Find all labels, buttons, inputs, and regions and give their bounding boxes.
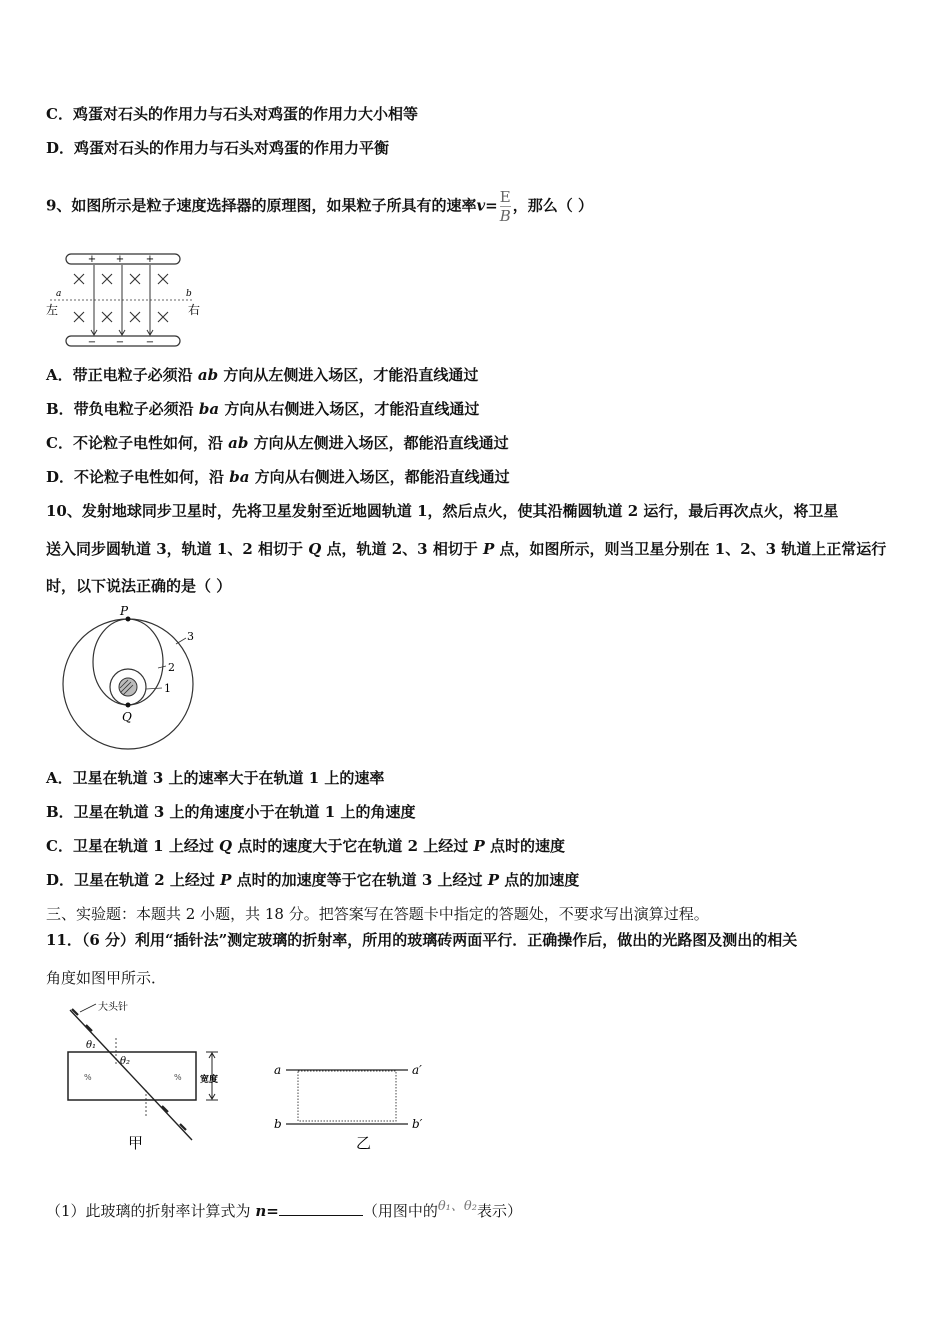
- line-a: a: [274, 1063, 282, 1077]
- plate-plus-3: +: [145, 254, 155, 265]
- plate-minus-3: −: [145, 337, 155, 348]
- q9-a-t2: 方向从左侧进入场区，才能沿直线通过: [218, 366, 479, 384]
- q9-option-a: [46, 364, 478, 385]
- theta1-symbol: θ₁: [437, 1199, 451, 1214]
- earth: [119, 678, 137, 696]
- q9-stem: [46, 188, 593, 225]
- point-b: b: [186, 289, 192, 299]
- plate-minus-2: −: [115, 337, 125, 348]
- q10-stem-line3: 时，以下说法正确的是（ ）: [46, 577, 232, 595]
- label-left: 左: [46, 303, 59, 317]
- label-right: 右: [188, 303, 201, 317]
- point-q: Q: [122, 710, 132, 724]
- line-b: b: [274, 1117, 282, 1131]
- q10-stem-line1: 10、发射地球同步卫星时，先将卫星发射至近地圆轨道 1，然后点火，使其沿椭圆轨道 2 运行，最后再次点火，将卫星: [46, 502, 839, 520]
- point-a: a: [56, 289, 62, 299]
- q9-c-ab: ab: [228, 434, 249, 452]
- q9-d-ba: ba: [229, 468, 250, 486]
- line-b-prime: b′: [412, 1117, 423, 1131]
- q10-c-t2: 点时的速度大于它在轨道 2 上经过: [232, 837, 474, 855]
- q9-frac-num: E: [499, 188, 511, 206]
- q8-option-c: C．鸡蛋对石头的作用力与石头对鸡蛋的作用力大小相等: [46, 105, 418, 123]
- plate-minus-1: −: [87, 337, 97, 348]
- q10-d-p1: P: [220, 871, 232, 889]
- plate-plus-1: +: [87, 254, 97, 265]
- velocity-selector-figure: [44, 250, 214, 350]
- q10-stem-line2: [46, 538, 886, 559]
- q9-a-ab: ab: [197, 366, 219, 384]
- q10-c-q: Q: [219, 837, 233, 855]
- label-3: 3: [187, 630, 194, 643]
- q9-fraction: [500, 188, 511, 225]
- q9-stem-text: 9、如图所示是粒子速度选择器的原理图，如果粒子所具有的速率: [46, 196, 477, 215]
- q11-sub1: [46, 1195, 522, 1221]
- line-a-prime: a′: [412, 1063, 422, 1077]
- q10-d-t1: D．卫星在轨道 2 上经过: [46, 871, 221, 889]
- theta-sep: 、: [450, 1199, 464, 1214]
- q11-sub1-pre: （1）此玻璃的折射率计算式为: [46, 1202, 256, 1220]
- magnetic-field-crosses: [74, 274, 168, 322]
- q9-d-t2: 方向从右侧进入场区，都能沿直线通过: [249, 468, 510, 486]
- q9-option-c: [46, 432, 509, 453]
- label-1: 1: [164, 682, 171, 695]
- q9-option-b: [46, 398, 479, 419]
- q10-l2-t2: 点，轨道 2、3 相切于: [321, 540, 484, 558]
- q11-sub1-var: n=: [255, 1202, 279, 1220]
- svg-text:%: %: [84, 1073, 92, 1082]
- refraction-figure-jia: [60, 1000, 240, 1150]
- q9-frac-den: B: [499, 207, 511, 225]
- q9-a-t1: A．带正电粒子必须沿: [46, 366, 198, 384]
- q10-option-d: [46, 869, 579, 890]
- plate-plus-2: +: [115, 254, 125, 265]
- q10-d-t3: 点的加速度: [499, 871, 580, 889]
- theta2-symbol: θ₂: [463, 1199, 477, 1214]
- q9-stem-post: ，那么（ ）: [512, 196, 594, 215]
- figure-label-yi: 乙: [356, 1134, 372, 1152]
- q10-option-a: A．卫星在轨道 3 上的速率大于在轨道 1 上的速率: [46, 769, 385, 787]
- q11-stem-line1: 11．（6 分）利用“插针法”测定玻璃的折射率，所用的玻璃砖两面平行．正确操作后，做出的光路图及测出的相关: [46, 931, 798, 949]
- point-p: P: [120, 604, 129, 618]
- q9-b-ba: ba: [198, 400, 220, 418]
- q9-option-d: [46, 466, 510, 487]
- width-label: 宽度: [200, 1075, 219, 1085]
- refraction-figure-yi: [268, 1060, 438, 1155]
- q10-l2-t1: 送入同步圆轨道 3，轨道 1、2 相切于: [46, 540, 309, 558]
- q8-option-d: D．鸡蛋对石头的作用力与石头对鸡蛋的作用力平衡: [46, 139, 390, 157]
- pin-label: 大头针: [98, 1002, 128, 1013]
- label-2: 2: [168, 661, 175, 674]
- q10-l2-q: Q: [308, 540, 322, 558]
- theta1-label: θ₁: [86, 1040, 97, 1051]
- q11-sub1-post: 表示）: [476, 1202, 522, 1220]
- svg-text:%: %: [174, 1073, 182, 1082]
- q10-option-c: [46, 835, 565, 856]
- q10-d-t2: 点时的加速度等于它在轨道 3 上经过: [231, 871, 488, 889]
- figure-label-jia: 甲: [128, 1134, 144, 1150]
- answer-blank[interactable]: [279, 1201, 363, 1216]
- q10-l2-t3: 点，如图所示，则当卫星分别在 1、2、3 轨道上正常运行: [494, 540, 887, 558]
- q9-b-t2: 方向从右侧进入场区，才能沿直线通过: [219, 400, 480, 418]
- q9-c-t1: C．不论粒子电性如何，沿: [46, 434, 229, 452]
- q9-c-t2: 方向从左侧进入场区，都能沿直线通过: [248, 434, 509, 452]
- section-heading: 三、实验题：本题共 2 小题，共 18 分。把答案写在答题卡中指定的答题处，不要求写出演算过程。: [46, 905, 709, 923]
- q10-option-b: B．卫星在轨道 3 上的角速度小于在轨道 1 上的角速度: [46, 803, 416, 821]
- q10-c-t1: C．卫星在轨道 1 上经过: [46, 837, 220, 855]
- q11-stem-line2: 角度如图甲所示．: [46, 969, 167, 987]
- q10-c-t3: 点时的速度: [484, 837, 565, 855]
- theta2-label: θ₂: [120, 1056, 131, 1067]
- q9-d-t1: D．不论粒子电性如何，沿: [46, 468, 230, 486]
- q9-b-t1: B．带负电粒子必须沿: [46, 400, 199, 418]
- q10-d-p2: P: [487, 871, 500, 889]
- q10-l2-p: P: [483, 540, 495, 558]
- q11-sub1-mid: （用图中的: [362, 1202, 438, 1220]
- q10-c-p: P: [473, 837, 485, 855]
- orbit-figure: [58, 602, 208, 752]
- q9-var: v=: [476, 196, 498, 215]
